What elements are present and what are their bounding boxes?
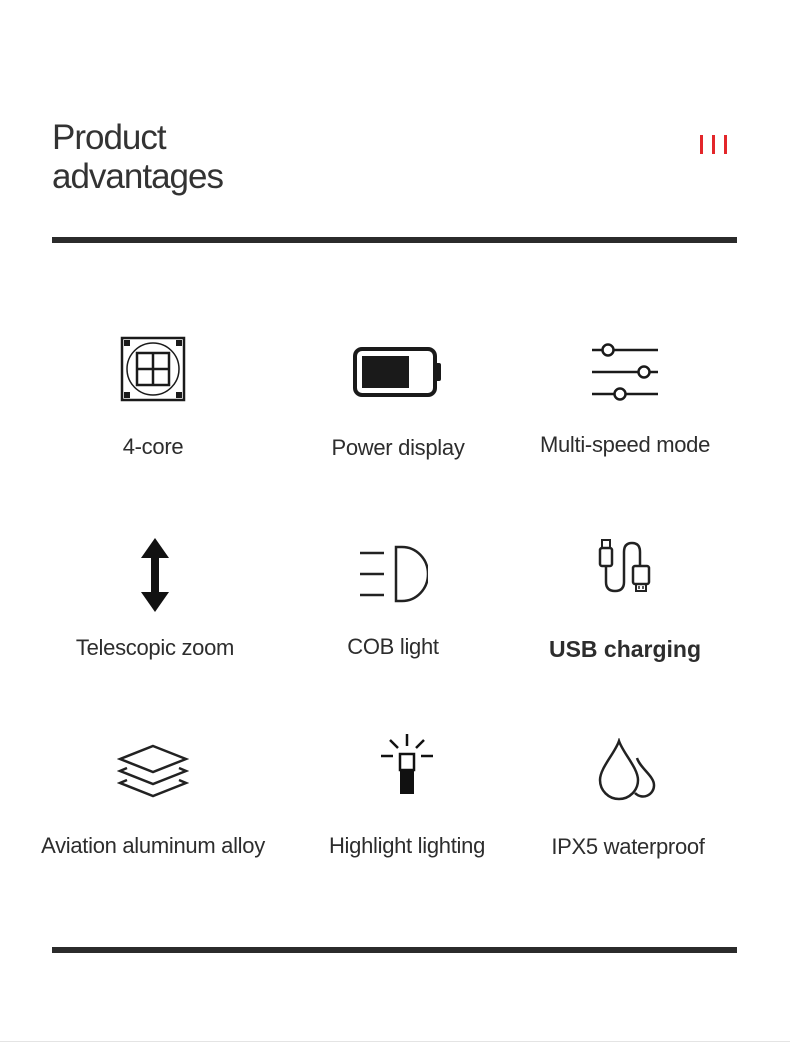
page-title — [52, 118, 223, 196]
sliders-icon — [500, 342, 750, 404]
feature-label: Multi-speed mode — [539, 432, 711, 457]
accent-bars-icon — [700, 135, 727, 154]
battery-icon — [273, 346, 523, 398]
water-drops-icon — [503, 738, 753, 802]
headlight-icon — [268, 544, 518, 604]
bottom-divider — [52, 947, 737, 953]
title-line-1: Product — [52, 118, 166, 157]
title-line-2: advantages — [52, 157, 223, 196]
feature-label: COB light — [347, 634, 439, 659]
feature-label: Power display — [331, 435, 465, 460]
feature-label: Telescopic zoom — [75, 635, 235, 660]
feature-label: USB charging — [548, 636, 702, 662]
feature-label: Aviation aluminum alloy — [41, 833, 265, 858]
feature-label: 4-core — [122, 434, 184, 459]
page-edge-line — [0, 1041, 790, 1042]
chip-icon — [28, 336, 278, 402]
feature-label: Highlight lighting — [328, 833, 486, 858]
usb-cable-icon — [500, 538, 750, 596]
feature-label: IPX5 waterproof — [551, 834, 705, 859]
top-divider — [52, 237, 737, 243]
vertical-arrows-icon — [30, 536, 280, 614]
flashlight-icon — [282, 732, 532, 798]
layers-icon — [28, 742, 278, 804]
